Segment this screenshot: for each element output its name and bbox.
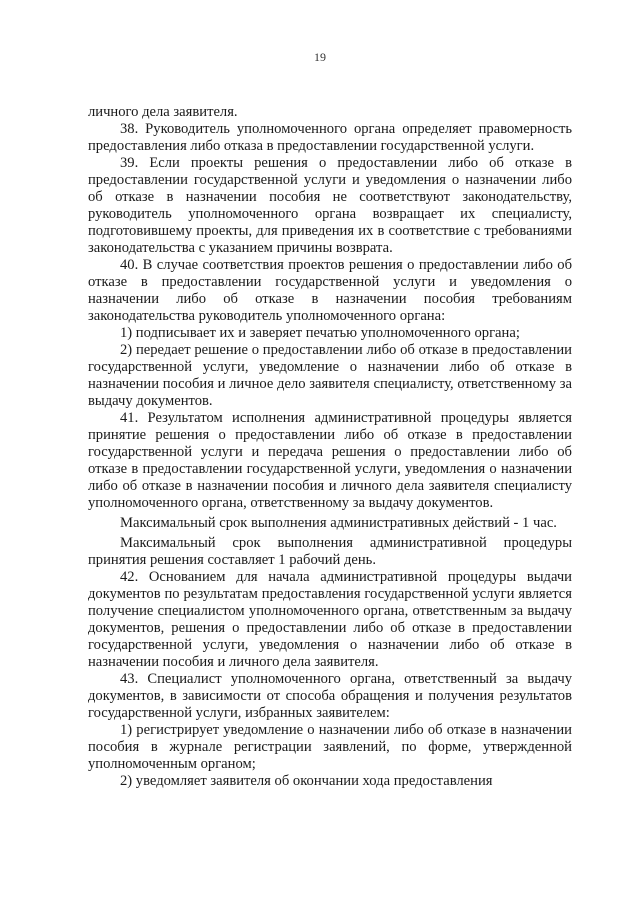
paragraph-max-time-procedure: Максимальный срок выполнения административной процедуры принятия решения составляет 1 рабочий день. (88, 535, 572, 568)
paragraph-41: 41. Результатом исполнения административной процедуры является принятие решения о предоставлении либо об отказе в предоставлении государственной услуги и передача решения о предоставлении либо об отказе в предоставлении государственной услуги, уведомления о назначении либо об отказе в назначении пособия и личного дела заявителя специалисту уполномоченного органа, ответственному за выдачу документов. (88, 410, 572, 511)
paragraph-40-item-1: 1) подписывает их и заверяет печатью уполномоченного органа; (120, 325, 520, 341)
paragraph-39: 39. Если проекты решения о предоставлении либо об отказе в предоставлении государственной услуги и уведомления о назначении либо об отказе в назначении пособия не соответствуют законодательству, руководитель уполномоченного органа возвращает их специалисту, подготовившему проекты, для приведения их в соответствие с требованиями законодательства с указанием причины возврата. (88, 155, 572, 256)
paragraph-43-item-1: 1) регистрирует уведомление о назначении либо об отказе в назначении пособия в журнале регистрации заявлений, по форме, утвержденной уполномоченным органом; (88, 722, 572, 772)
paragraph-43: 43. Специалист уполномоченного органа, ответственный за выдачу документов, в зависимости от способа обращения и получения результатов государственной услуги, избранных заявителем: (88, 671, 572, 721)
paragraph-40-item-2: 2) передает решение о предоставлении либо об отказе в предоставлении государственной услуги, уведомление о назначении либо об отказе в назначении пособия и личное дело заявителя специалисту, ответственному за выдачу документов. (88, 342, 572, 409)
page-number: 19 (314, 50, 326, 64)
paragraph-42: 42. Основанием для начала административной процедуры выдачи документов по результатам предоставления государственной услуги является получение специалистом уполномоченного органа, ответственным за выдачу документов, решения о предоставлении либо об отказе в предоставлении государственной услуги, уведомления о назначении либо об отказе в назначении пособия и личного дела заявителя. (88, 569, 572, 670)
paragraph-max-time-actions: Максимальный срок выполнения административных действий - 1 час. (120, 515, 557, 531)
paragraph-38: 38. Руководитель уполномоченного органа определяет правомерность предоставления либо отказа в предоставлении государственной услуги. (88, 121, 572, 154)
paragraph-40: 40. В случае соответствия проектов решения о предоставлении либо об отказе в предоставлении государственной услуги и уведомления о назначении либо об отказе в назначении пособия требованиям законодательства руководитель уполномоченного органа: (88, 257, 572, 324)
document-body (88, 104, 572, 790)
paragraph-0: личного дела заявителя. (88, 104, 238, 120)
paragraph-43-item-2: 2) уведомляет заявителя об окончании хода предоставления (120, 773, 493, 789)
